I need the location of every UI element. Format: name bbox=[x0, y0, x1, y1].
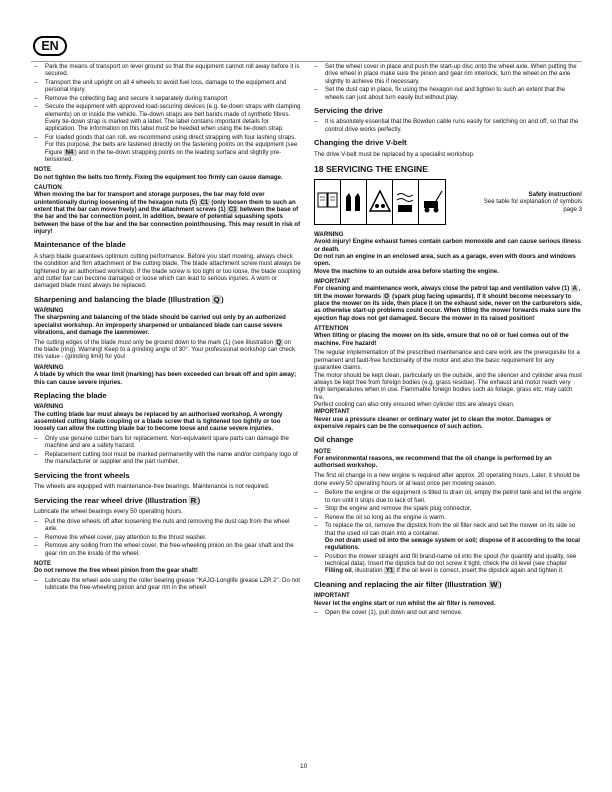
safety-ref-line: See table for explanation of symbols bbox=[483, 198, 582, 206]
transport-list bbox=[34, 63, 301, 163]
warning-line: Move the machine to an outside area before starting the engine. bbox=[314, 267, 499, 275]
warning-label: WARNING bbox=[34, 403, 64, 411]
figure-ref: N4 bbox=[65, 148, 74, 156]
warning-label: WARNING bbox=[34, 363, 64, 371]
replacing-warning: The cutting blade bar must always be replaced by an authorised workshop. A wrongly assembled cutting blade coupling or a blade screw that is tightened too tightly or too loosely can allow the cutting blade bar to become loose and cause severe injuries. bbox=[34, 410, 283, 433]
left-column bbox=[34, 63, 301, 595]
list-item: – Secure the equipment with approved load-securing devices (e.g. tie-down straps with clamping elements) on or inside the vehicle. Tie-down straps are belt bands made of synthetic fibres. Every tie-down strap is marked with a label. The label contains important details for application. The information on this label must be heeded when using the tie-down strap. bbox=[34, 103, 301, 132]
list-item: – Replacement cutting tool must be marked permanently with the name and/or company logo of the manufacturer or supplier and the part number. bbox=[34, 451, 301, 466]
oil-change-text: The first oil change in a new engine is required after approx. 20 operating hours. Later, it should be done every 50 operating hours or at least once per mowing season. bbox=[314, 472, 580, 487]
air-filter-heading: Cleaning and replacing the air filter (Illustration W ) bbox=[314, 579, 502, 589]
figure-ref: Y1 bbox=[385, 567, 394, 575]
wheel-cover-list bbox=[314, 63, 582, 101]
list-item: – Remove the collecting bag and secure it separately during transport bbox=[34, 95, 301, 102]
caution-label: CAUTION bbox=[34, 183, 62, 191]
drive-list bbox=[314, 118, 582, 133]
figure-ref: C1 bbox=[228, 205, 237, 213]
note-label: NOTE bbox=[34, 559, 51, 567]
replacing-list bbox=[34, 435, 301, 466]
right-column bbox=[314, 63, 582, 620]
list-item: – Renew the oil so long as the engine is warm. bbox=[314, 514, 582, 521]
list-item: – Park the means of transport on level ground so that the equipment cannot roll away before it is secured. bbox=[34, 63, 301, 78]
cutting-edges-text: The cutting edges of the blade must only be ground down to the mark (1) (see illustration Q on the blade (ring). Warning! Keep to a grinding angle of 30°. Your professional workshop can check this value - (grinding limit) for you! bbox=[34, 338, 296, 361]
figure-ref: C1 bbox=[200, 198, 209, 206]
regular-maintenance-text: The regular implementation of the prescribed maintenance and care work are the prerequisite for a permanent and fault-free functionality of the motor and also the basic requirement for any guarantee claims. bbox=[314, 349, 580, 372]
note-label: NOTE bbox=[314, 447, 331, 455]
header-rule bbox=[31, 61, 582, 62]
important-label: IMPORTANT bbox=[314, 278, 350, 285]
safety-symbols bbox=[314, 179, 446, 225]
note-text: Do not tighten the belts too firmly. Fixing the equipment too firmly can cause damage. bbox=[34, 173, 283, 181]
safety-page: page 3 bbox=[563, 205, 582, 213]
mower-icon bbox=[419, 180, 445, 224]
rear-wheel-heading: Servicing the rear wheel drive (Illustration R ) bbox=[34, 495, 201, 505]
replacing-heading: Replacing the blade bbox=[34, 390, 107, 400]
list-item: – Only use genuine cutter bars for replacement. Non-equivalent spare parts can damage the machine and are a safety hazard. bbox=[34, 435, 301, 450]
sharpening-heading: Sharpening and balancing the blade (Illustration Q ) bbox=[34, 294, 224, 304]
list-item: – Set the wheel cover in place and push the start-up disc onto the wheel axle. When putting the drive wheel in place make sure the pinion and gear rim interlock, turn the wheel on the axle slightly to achieve this if necessary. bbox=[314, 63, 582, 85]
safety-title: Safety instruction! bbox=[528, 190, 582, 198]
caution-text: When moving the bar for transport and storage purposes, the bar may fold over unintentionally during loosening of the hexagon nuts (5) C1 (only loosen them to such an extent that the bar can move freely) and the attachment screws (1) C1 between the base of the bar and the bar connection point. In addition, beware of potential squashing spots between the base of the bar and the bar connection point/housing. This may result in risk of injury! bbox=[34, 191, 301, 235]
sharpening-warning: The sharpening and balancing of the blade should be carried out only by an authorized specialist workshop. An improperly sharpened or unbalanced blade can cause severe vibrations, and damage the lawnmower. bbox=[34, 314, 286, 337]
language-badge: EN bbox=[33, 36, 67, 56]
note-label: NOTE bbox=[34, 166, 51, 174]
figure-ref: A bbox=[572, 285, 577, 293]
front-wheels-text: The wheels are equipped with maintenance-free bearings. Maintenance is not required. bbox=[34, 483, 270, 491]
cooling-text: Perfect cooling can also only ensured when cylinder ribs are always clean. bbox=[314, 400, 515, 408]
attention-text: When tilting or placing the mower on its side, ensure that no oil or fuel comes out of the machine. Fire hazard! bbox=[314, 332, 569, 347]
list-item: – To replace the oil, remove the dipstick from the oil filler neck and set the mower on its side so that the used oil can drain into a container. Do not drain used oil into the sewage system or soil; dispose of it according to the local regulations. bbox=[314, 522, 582, 551]
list-item: – Stop the engine and remove the spark plug connector. bbox=[314, 505, 582, 512]
rear-wheel-text: Lubricate the wheel bearings every 50 operating hours. bbox=[34, 508, 183, 516]
list-item: – Remove any soiling from the wheel cover, the free-wheeling pinion on the gear shaft and the gear rim on the inside of the wheel. bbox=[34, 542, 301, 557]
motor-clean-text: The motor should be kept clean, particularly on the outside, and the silencer and cylinder area must always be kept free from foreign bodies (e.g. grass residue). The exhaust and motor reach very high temperatures when in use. Flammable foreign bodies such as foliage, grass etc. may catch fire. bbox=[314, 371, 582, 401]
vbelt-text: The drive V-belt must be replaced by a specialist workshop. bbox=[314, 150, 475, 158]
figure-ref: W bbox=[490, 579, 498, 589]
list-item: – Pull the drive wheels off after loosening the nuts and removing the dust cap from the wheel axle. bbox=[34, 518, 301, 533]
list-item: – Position the mower straight and fill brand-name oil into the spout (for quantity and quality, see technical data). Insert the dipstick but do not screw it tight, check the oil level (see chapter Filling oil, illustration Y1 If the oil level is correct, insert the dipstick again and tighten it. bbox=[314, 553, 582, 575]
drive-heading: Servicing the drive bbox=[314, 105, 383, 115]
figure-ref: R bbox=[190, 495, 197, 505]
list-item: – Before the engine or the equipment is tilted to drain oil, empty the petrol tank and let the engine to run until it stops due to lack of fuel. bbox=[314, 489, 582, 504]
rear-wheel-list bbox=[34, 518, 301, 557]
note-text: For environmental reasons, we recommend that the oil change is performed by an authorised workshop. bbox=[314, 455, 552, 470]
oil-change-list bbox=[314, 489, 582, 575]
safety-box bbox=[314, 179, 582, 225]
list-item: – Transport the unit upright on all 4 wheels to avoid fuel loss, damage to the equipment and personal injury. bbox=[34, 79, 301, 94]
book-icon bbox=[315, 180, 341, 224]
warning-line: Do not run an engine in an enclosed area, such as a garage, even with doors and windows open. bbox=[314, 252, 576, 268]
important-label: IMPORTANT bbox=[314, 592, 350, 600]
important-text: Never use a pressure cleaner or ordinary water jet to clean the motor. Damages or expensive repairs can be the consequence of such action. bbox=[314, 415, 552, 430]
list-item: – It is absolutely essential that the Bowden cable runs easily for switching on and off, so that the control drive works perfectly. bbox=[314, 118, 582, 133]
list-item: – Set the dust cap in place, fix using the hexagon nut and tighten to such an extent that the wheels can just about turn easily but without play. bbox=[314, 86, 582, 101]
attention-label: ATTENTION bbox=[314, 325, 349, 333]
section-heading: 18 SERVICING THE ENGINE bbox=[314, 163, 428, 174]
exhaust-icon bbox=[393, 180, 419, 224]
vbelt-heading: Changing the drive V-belt bbox=[314, 138, 407, 148]
important-label: IMPORTANT bbox=[314, 408, 350, 416]
important-text: For cleaning and maintenance work, always close the petrol tap and ventilation valve (1) A , tilt the mower forwards O (spark plug facing upwards). If it should become necessary to place the mower on its side, then place it on the exhaust side, never on the carburetors side, as otherwise start-up problems could occur. When tilting the mower forwards make sure the ejection flap does not get damaged. Secure the mower in its raised position! bbox=[314, 285, 582, 322]
warning-line: Avoid injury! Engine exhaust fumes contain carbon monoxide and can cause serious illness or death. bbox=[314, 238, 581, 253]
important-text: Never let the engine start or run whilst the air filter is removed. bbox=[314, 599, 496, 607]
air-filter-list bbox=[314, 609, 582, 616]
warning-label: WARNING bbox=[314, 230, 344, 238]
mark-warning: A blade by which the wear limit (marking) has been exceeded can break off and spin away; this can cause severe injuries. bbox=[34, 371, 297, 386]
front-wheels-heading: Servicing the front wheels bbox=[34, 470, 130, 480]
page-number: 10 bbox=[300, 763, 308, 770]
maintenance-text: A sharp blade guarantees optimum cutting performance. Before you start mowing, always check the condition and firm attachment of the cutting blade. The blade attachment screw must always be tightened by an authorised workshop. If the blade screw is too tight or too loose, the blade coupling and cutter bar can become damaged or loose which can lead to serious injuries. A worn or damaged blade must always be replaced. bbox=[34, 252, 301, 290]
maintenance-heading: Maintenance of the blade bbox=[34, 240, 126, 250]
list-item: – Lubricate the wheel axle using the roller bearing grease "KAJO-Longlife grease LZR 2". Do not lubricate the free-wheeling pinion and gear rim in the wheel! bbox=[34, 577, 301, 592]
oil-change-heading: Oil change bbox=[314, 435, 354, 445]
gloves-icon bbox=[341, 180, 367, 224]
warning-label: WARNING bbox=[34, 307, 64, 315]
figure-ref: Q bbox=[213, 294, 220, 304]
figure-ref: Q bbox=[276, 338, 282, 346]
list-item: – Remove the wheel cover, pay attention to the thrust washer. bbox=[34, 534, 301, 541]
figure-ref: O bbox=[384, 292, 389, 300]
list-item: – Open the cover (1), pull down and out and remove. bbox=[314, 609, 582, 616]
note-text: Do not remove the free wheel pinion from the gear shaft! bbox=[34, 567, 198, 575]
list-item: – For loaded goods that can roll, we recommend using direct strapping with four lashing straps. For this purpose, the belts are fastened directly on the fastening points on the equipment (see Figure N4 ) and in the tie-down strapping points on the leading surface and slightly pre-tensioned. bbox=[34, 134, 301, 163]
hazard-icon bbox=[367, 180, 393, 224]
lubricate-list bbox=[34, 577, 301, 592]
safety-text bbox=[446, 179, 582, 225]
